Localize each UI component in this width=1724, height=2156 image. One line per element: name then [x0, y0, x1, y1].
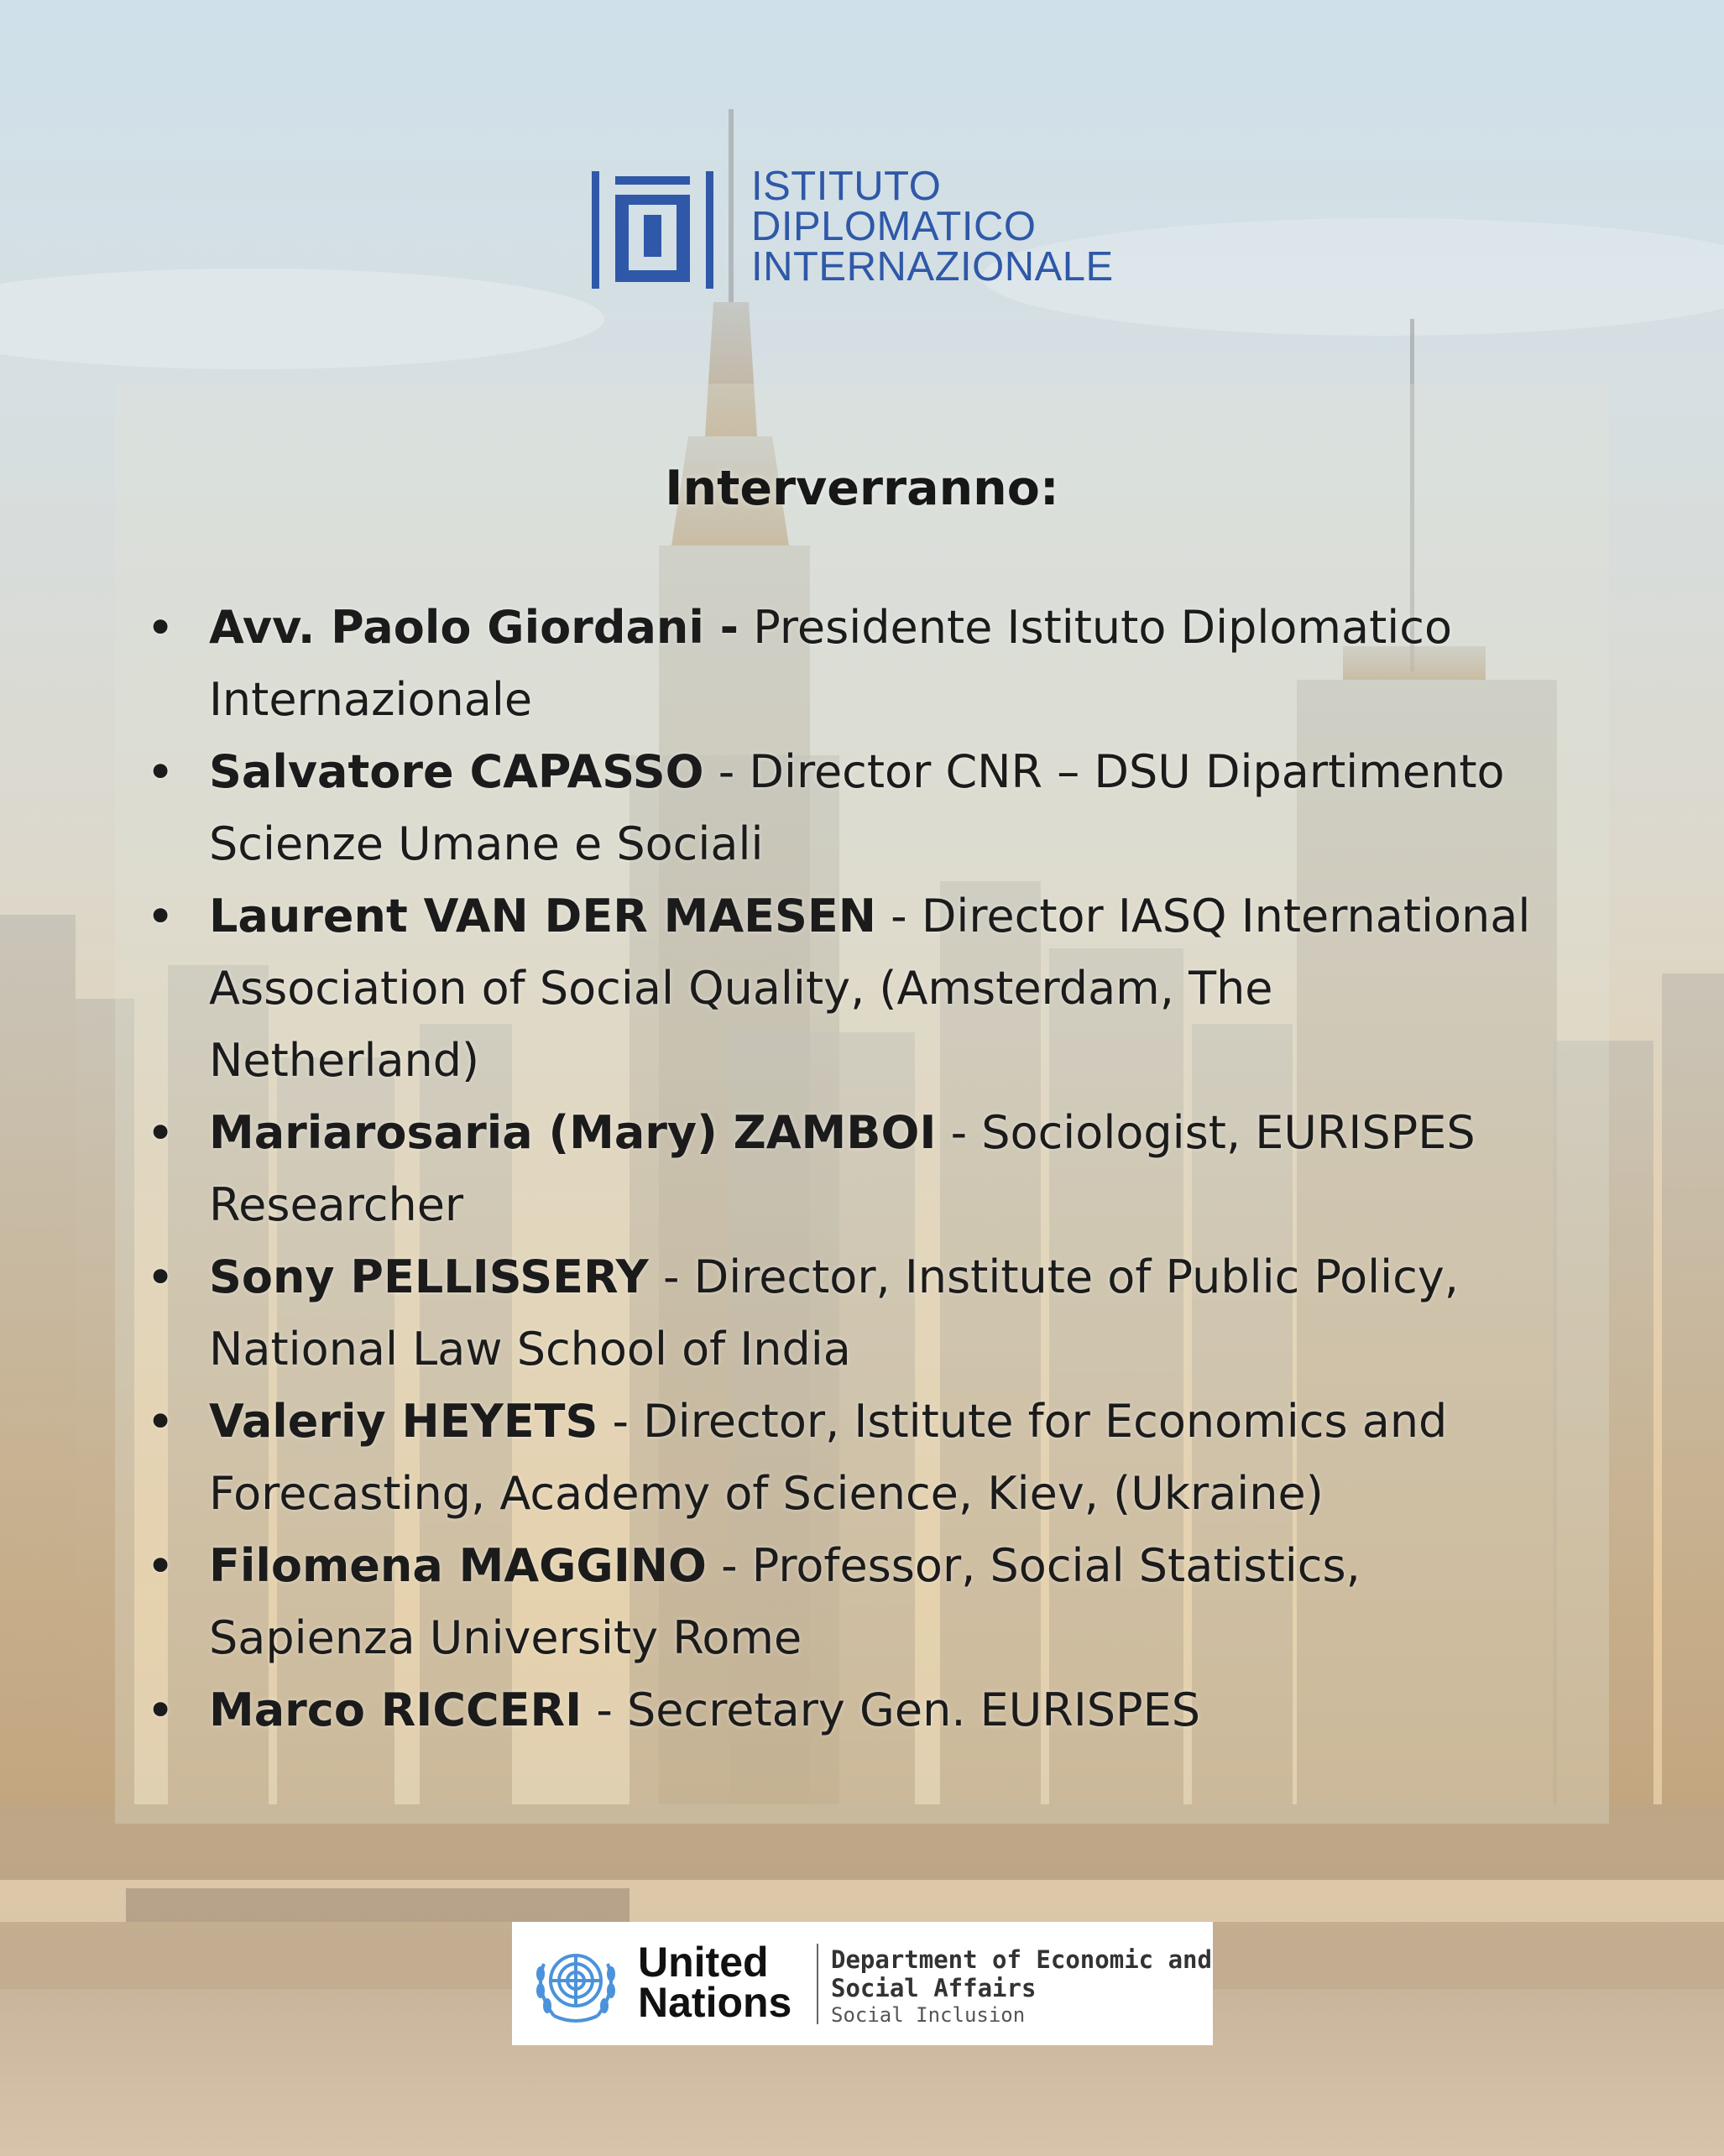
- speaker-name: Salvatore CAPASSO: [209, 745, 704, 798]
- bullet-icon: •: [146, 1682, 175, 1739]
- speaker-name: Marco RICCERI: [209, 1684, 583, 1736]
- speaker-role: Presidente Istituto Diplomatico: [739, 601, 1453, 654]
- speaker-item: [146, 592, 1586, 736]
- dept-line-3: Social Inclusion: [831, 2003, 1026, 2027]
- speaker-item: [146, 880, 1586, 1097]
- logo-line-2: DIPLOMATICO: [751, 204, 1037, 249]
- logo-line-1: ISTITUTO: [751, 164, 942, 209]
- speaker-role-cont: Forecasting, Academy of Science, Kiev, (Ukraine): [209, 1467, 1324, 1520]
- idi-emblem-icon: [592, 171, 713, 289]
- speaker-role-cont: Netherland): [209, 1034, 480, 1087]
- bullet-icon: •: [146, 1393, 175, 1450]
- speaker-role-cont: National Law School of India: [209, 1323, 851, 1376]
- dept-line-2: Social Affairs: [831, 1974, 1037, 2002]
- speaker-role: - Director CNR – DSU Dipartimento: [703, 745, 1505, 798]
- speaker-role-cont: Scienze Umane e Sociali: [209, 817, 764, 870]
- speaker-item: [146, 1386, 1586, 1530]
- panel-title: Interverranno:: [665, 461, 1059, 516]
- bullet-icon: •: [146, 599, 175, 656]
- un-divider: [817, 1944, 818, 2024]
- speaker-name: Valeriy HEYETS: [209, 1395, 598, 1448]
- speaker-role-cont: Sapienza University Rome: [209, 1611, 802, 1664]
- un-name-line-1: United: [638, 1939, 769, 1986]
- dept-line-1: Department of Economic and: [831, 1945, 1212, 1974]
- logo-line-3: INTERNAZIONALE: [751, 244, 1114, 290]
- speaker-item: [146, 1530, 1586, 1674]
- speaker-name: Avv. Paolo Giordani -: [209, 601, 739, 654]
- bullet-icon: •: [146, 888, 175, 945]
- un-department: [831, 1945, 1212, 2028]
- bullet-icon: •: [146, 1104, 175, 1162]
- speaker-role-cont: Association of Social Quality, (Amsterdam, The: [209, 962, 1273, 1015]
- un-emblem-icon: [529, 1939, 623, 2029]
- speaker-role: - Director, Istitute for Economics and: [598, 1395, 1448, 1448]
- speaker-role: - Sociologist, EURISPES: [936, 1106, 1476, 1159]
- speaker-role-cont: Researcher: [209, 1178, 464, 1231]
- speaker-name: Laurent VAN DER MAESEN: [209, 890, 876, 942]
- speaker-role: - Director, Institute of Public Policy,: [648, 1250, 1459, 1303]
- idi-logo: [592, 166, 1137, 292]
- bullet-icon: •: [146, 744, 175, 801]
- speaker-role-cont: Internazionale: [209, 673, 533, 726]
- un-desa-logo: [512, 1922, 1213, 2045]
- speaker-item: [146, 1097, 1586, 1241]
- speaker-item: [146, 1674, 1586, 1746]
- bullet-icon: •: [146, 1537, 175, 1595]
- speaker-name: Filomena MAGGINO: [209, 1539, 707, 1592]
- speaker-role: - Professor, Social Statistics,: [706, 1539, 1361, 1592]
- speaker-role: - Director IASQ International: [876, 890, 1531, 942]
- speaker-role: - Secretary Gen. EURISPES: [582, 1684, 1200, 1736]
- speaker-item: [146, 736, 1586, 880]
- bullet-icon: •: [146, 1249, 175, 1306]
- un-wordmark: [638, 1939, 792, 2026]
- speaker-name: Sony PELLISSERY: [209, 1250, 649, 1303]
- un-name-line-2: Nations: [638, 1979, 792, 2026]
- speaker-list: [146, 592, 1586, 1746]
- speaker-name: Mariarosaria (Mary) ZAMBOI: [209, 1106, 937, 1159]
- speakers-panel: [115, 384, 1609, 1824]
- speaker-item: [146, 1241, 1586, 1386]
- idi-logo-wordmark: [751, 164, 1114, 290]
